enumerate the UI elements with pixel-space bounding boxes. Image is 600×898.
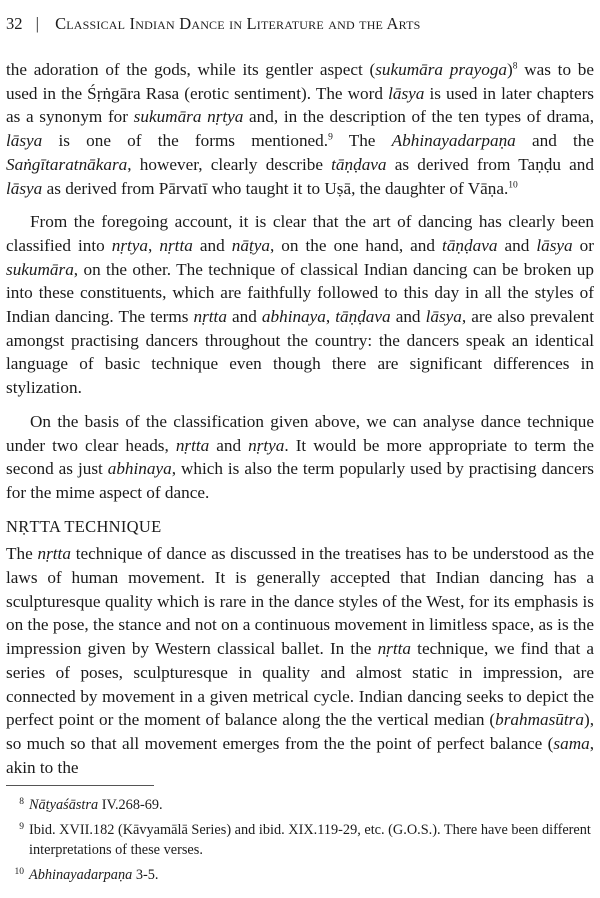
footnote-ref-9[interactable]: 9 <box>328 132 333 143</box>
body-text <box>6 58 594 789</box>
paragraph-4: The nṛtta technique of dance as discussed in the treatises has to be understood as the laws of human movement. It is generally accepted that Indian dancing has a sculpturesque quality which is rare in the dance styles of the West, for its emphasis is on the pose, the stance and not on a continuous movement in limitless space, as is the impression given by Western classical ballet. In the nṛtta technique, we find that a series of poses, sculpturesque in quality and almost static in impression, are connected by movement in a given metrical cycle. Indian dancing seeks to depict the perfect point or the moment of balance along the the vertical median (brahmasūtra), so much so that all movement emerges from the the point of perfect balance (sama, akin to the <box>6 544 594 777</box>
section-heading: NṚTTA TECHNIQUE <box>6 516 162 536</box>
running-header <box>6 10 590 38</box>
paragraph-3: On the basis of the classification given above, we can analyse dance technique under two clear heads, nṛtta and nṛtya. It would be more appropriate to term the second as just abhinaya, which is also the term popularly used by practising dancers for the mime aspect of dance. <box>6 411 594 502</box>
footnotes <box>6 795 594 890</box>
footnote-9: 9 Ibid. XVII.182 (Kāvyamālā Series) and ibid. XIX.119-29, etc. (G.O.S.). There have been different interpretations of these verses. <box>19 822 591 858</box>
running-title: Classical Indian Dance in Literature and the Arts <box>55 14 421 33</box>
footnote-ref-8[interactable]: 8 <box>512 61 518 72</box>
footnote-ref-10[interactable]: 10 <box>508 179 518 190</box>
footnote-8: 8 Nāṭyaśāstra IV.268-69. <box>19 797 163 813</box>
page-number: 32 <box>6 14 23 33</box>
header-separator: | <box>35 14 39 33</box>
footnote-rule <box>6 785 154 786</box>
footnote-10: 10 Abhinayadarpaṇa 3-5. <box>14 867 159 883</box>
paragraph-1: the adoration of the gods, while its gentler aspect (sukumāra prayoga)$^8$ was to be used in the Śṛṅgāra Rasa (erotic sentiment). The word lāsya is used in later chapters as a synonym for sukumāra nṛtya and, in the description of the ten types of drama, lāsya is one of the forms mentioned.$^9$ The Abhinayadarpaṇa and the Saṅgītaratnākara, however, clearly describe tāṇḍava as derived from Taṇḍu and lāsya as derived from Pārvatī who taught it to Uṣā, the daughter of Vāṇa.$^{10}$ <box>6 60 594 198</box>
paragraph-2: From the foregoing account, it is clear that the art of dancing has clearly been classified into nṛtya, nṛtta and nāṭya, on the one hand, and tāṇḍava and lāsya or sukumāra, on the other. The technique of classical Indian dancing can be broken up into these constituents, which are faithfully followed to this day in all the styles of Indian dancing. The terms nṛtta and abhinaya, tāṇḍava and lāsya, are also prevalent amongst practising dancers throughout the country: the dancers speak an identical language of basic technique even though there are significant differences in stylization. <box>6 212 594 398</box>
